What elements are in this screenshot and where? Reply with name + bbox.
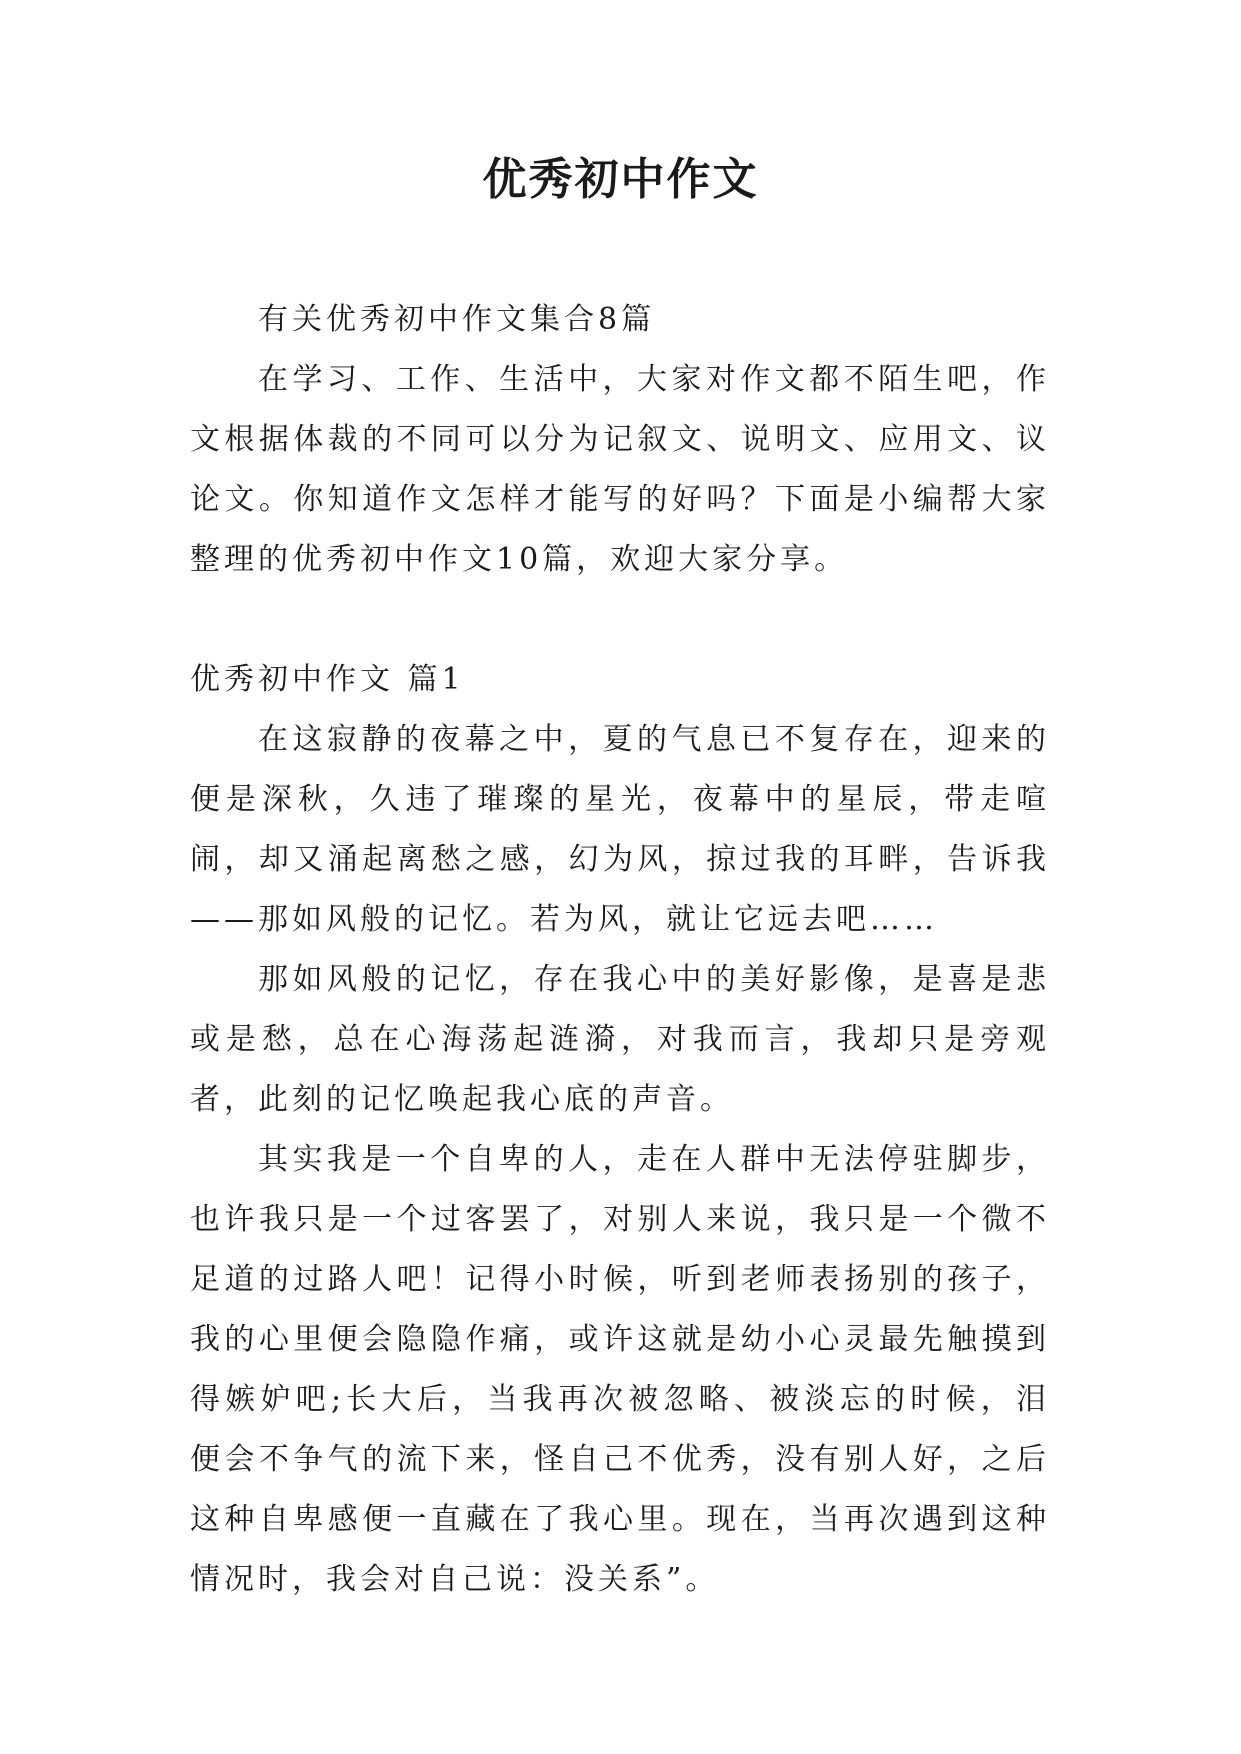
section-heading: 优秀初中作文 篇1 [190, 662, 465, 697]
intro-heading: 有关优秀初中作文集合8篇 [258, 302, 656, 337]
intro-paragraph: 在学习、工作、生活中，大家对作文都不陌生吧，作文根据体裁的不同可以分为记叙文、说明文、应用文、议论文。你知道作文怎样才能写的好吗？下面是小编帮大家整理的优秀初中作文10篇，欢迎大家分享。 [190, 362, 1050, 577]
document-body [190, 290, 1050, 1610]
body-paragraph: 在这寂静的夜幕之中，夏的气息已不复存在，迎来的便是深秋，久违了璀璨的星光，夜幕中的星辰，带走喧闹，却又涌起离愁之感，幻为风，掠过我的耳畔，告诉我——那如风般的记忆。若为风，就让它远去吧…… [190, 722, 1050, 937]
document-title: 优秀初中作文 [482, 154, 759, 205]
body-paragraph: 那如风般的记忆，存在我心中的美好影像，是喜是悲或是愁，总在心海荡起涟漪，对我而言，我却只是旁观者，此刻的记忆唤起我心底的声音。 [190, 962, 1050, 1117]
body-paragraph: 其实我是一个自卑的人，走在人群中无法停驻脚步，也许我只是一个过客罢了，对别人来说，我只是一个微不足道的过路人吧！记得小时候，听到老师表扬别的孩子，我的心里便会隐隐作痛，或许这就是幼小心灵最先触摸到得嫉妒吧;长大后，当我再次被忽略、被淡忘的时候，泪便会不争气的流下来，怪自己不优秀，没有别人好，之后这种自卑感便一直藏在了我心里。现在，当再次遇到这种情况时，我会对自己说：没关系”。 [190, 1142, 1050, 1597]
